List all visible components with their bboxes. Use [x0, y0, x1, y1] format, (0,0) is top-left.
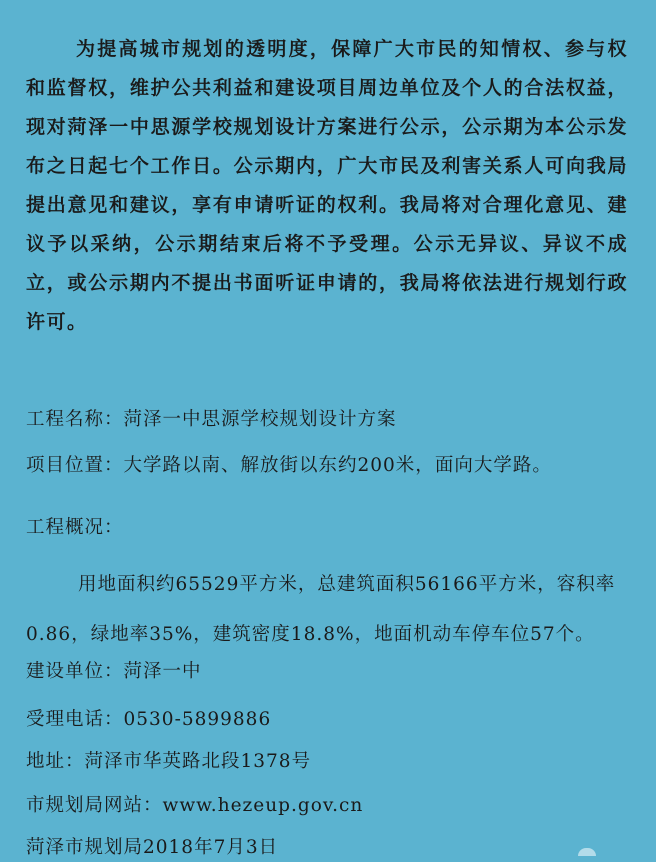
website: 市规划局网站：www.hezeup.gov.cn: [26, 795, 364, 816]
signature-date: 菏泽市规划局2018年7月3日: [26, 837, 279, 858]
builder-unit: 建设单位：菏泽一中: [26, 661, 202, 682]
overview-body: 用地面积约65529平方米，总建筑面积56166平方米，容积率0.86，绿地率35%，建筑密度18.8%，地面机动车停车位57个。: [26, 574, 616, 645]
watermark-icon: [578, 848, 596, 856]
overview-heading: 工程概况：: [26, 517, 124, 538]
project-name: 工程名称：菏泽一中思源学校规划设计方案: [26, 409, 397, 430]
project-location: 项目位置：大学路以南、解放街以东约200米，面向大学路。: [26, 455, 552, 476]
address: 地址：菏泽市华英路北段1378号: [26, 751, 312, 772]
phone-number: 受理电话：0530-5899886: [26, 709, 272, 730]
notice-intro-paragraph: 为提高城市规划的透明度，保障广大市民的知情权、参与权和监督权，维护公共利益和建设项目周边单位及个人的合法权益，现对菏泽一中思源学校规划设计方案进行公示，公示期为本公示发布之日起七个工作日。公示期内，广大市民及利害关系人可向我局提出意见和建议，享有申请听证的权利。我局将对合理化意见、建议予以采纳，公示期结束后将不予受理。公示无异议、异议不成立，或公示期内不提出书面听证申请的，我局将依法进行规划行政许可。: [26, 38, 628, 333]
